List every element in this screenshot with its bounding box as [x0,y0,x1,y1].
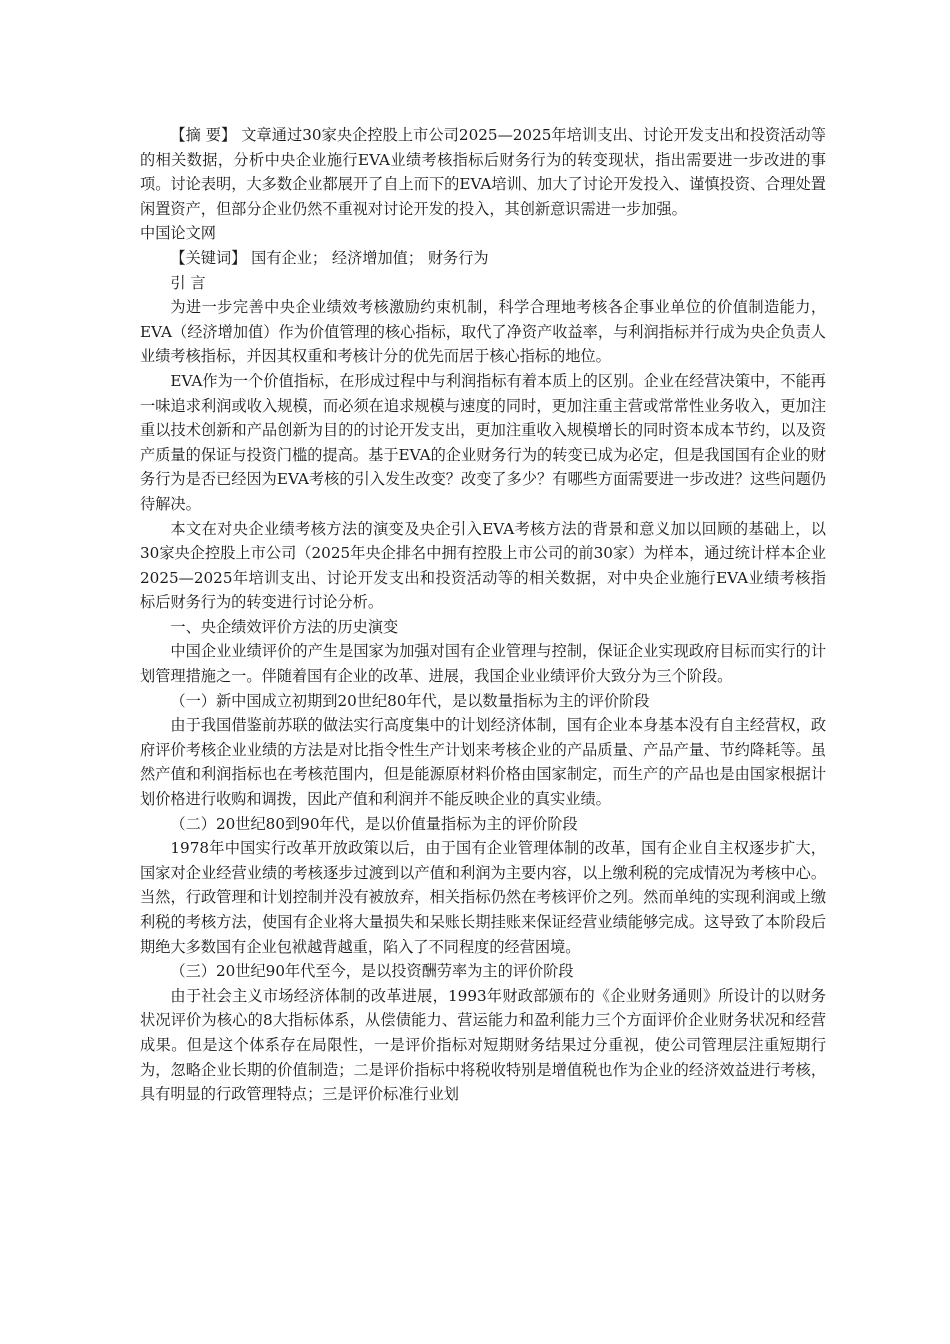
subsection-heading-1: （一）新中国成立初期到20世纪80年代，是以数量指标为主的评价阶段 [170,691,650,710]
section-heading-1: 一、央企绩效评价方法的历史演变 [170,617,399,636]
subsection-heading-2: （二）20世纪80到90年代，是以价值量指标为主的评价阶段 [170,814,578,833]
keywords-paragraph [140,246,826,271]
body-paragraph-7: 由于社会主义市场经济体制的改革进展，1993年财政部颁布的《企业财务通则》所设计的以财务状况评价为核心的8大指标体系，从偿债能力、营运能力和盈利能力三个方面评价企业财务状况和经营成果。但是这个体系存在局限性，一是评价指标对短期财务结果过分重视，使公司管理层注重短期行为，忽略企业长期的价值制造；二是评价指标中将税收特别是增值税也作为企业的经济效益进行考核，具有明显的行政管理特点；三是评价标准行业划 [140,986,826,1104]
document-page [140,123,826,1107]
body-paragraph-2: EVA作为一个价值指标，在形成过程中与利润指标有着本质上的区别。企业在经营决策中，不能再一味追求利润或收入规模，而必须在追求规模与速度的同时，更加注重主营或常常性业务收入，更加注重以技术创新和产品创新为目的的讨论开发支出，更加注重收入规模增长的同时资本成本节约，以及资产质量的保证与投资门槛的提高。基于EVA的企业财务行为的转变已成为必定，但是我国国有企业的财务行为是否已经因为EVA考核的引入发生改变？改变了多少？有哪些方面需要进一步改进？这些问题仍待解决。 [140,371,826,513]
subsection-heading-3: （三）20世纪90年代至今，是以投资酬劳率为主的评价阶段 [170,962,574,981]
body-paragraph-6: 1978年中国实行改革开放政策以后，由于国有企业管理体制的改革，国有企业自主权逐步扩大，国家对企业经营业绩的考核逐步过渡到以产值和利润为主要内容，以上缴利税的完成情况为考核中心。当然，行政管理和计划控制并没有被放弃，相关指标仍然在考核评价之列。然而单纯的实现利润或上缴利税的考核方法，使国有企业将大量损失和呆账长期挂账来保证经营业绩能够完成。这导致了本阶段后期绝大多数国有企业包袱越背越重，陷入了不同程度的经营困境。 [140,839,826,956]
body-paragraph-5: 由于我国借鉴前苏联的做法实行高度集中的计划经济体制，国有企业本身基本没有自主经营权，政府评价考核企业业绩的方法是对比指令性生产计划来考核企业的产品质量、产品产量、节约降耗等。虽然产值和利润指标也在考核范围内，但是能源原材料价格由国家制定，而生产的产品也是由国家根据计划价格进行收购和调拨，因此产值和利润并不能反映企业的真实业绩。 [140,716,826,809]
source-line: 中国论文网 [140,224,216,243]
keywords-label: 【关键词】 [170,248,247,267]
abstract-text: 文章通过30家央企控股上市公司2025—2025年培训支出、讨论开发支出和投资活动等的相关数据，分析中央企业施行EVA业绩考核指标后财务行为的转变现状，指出需要进一步改进的事项。讨论表明，大多数企业都展开了自上而下的EVA培训、加大了讨论开发投入、谨慎投资、合理处置闲置资产，但部分企业仍然不重视对讨论开发的投入，其创新意识需进一步加强。 [140,126,826,218]
abstract-paragraph [140,123,826,221]
keywords-text: 国有企业； 经济增加值； 财务行为 [246,248,489,267]
body-paragraph-1: 为进一步完善中央企业绩效考核激励约束机制，科学合理地考核各企事业单位的价值制造能力，EVA（经济增加值）作为价值管理的核心指标，取代了净资产收益率，与利润指标并行成为央企负责人业绩考核指标，并因其权重和考核计分的优先而居于核心指标的地位。 [140,298,826,366]
body-paragraph-4: 中国企业业绩评价的产生是国家为加强对国有企业管理与控制，保证企业实现政府目标而实行的计划管理措施之一。伴随着国有企业的改革、进展，我国企业业绩评价大致分为三个阶段。 [140,642,826,686]
abstract-label: 【摘 要】 [170,126,237,144]
intro-heading: 引 言 [170,273,206,292]
body-paragraph-3: 本文在对央企业绩考核方法的演变及央企引入EVA考核方法的背景和意义加以回顾的基础上，以30家央企控股上市公司（2025年央企排名中拥有控股上市公司的前30家）为样本，通过统计样本企业2025—2025年培训支出、讨论开发支出和投资活动等的相关数据，对中央企业施行EVA业绩考核指标后财务行为的转变进行讨论分析。 [140,519,826,612]
